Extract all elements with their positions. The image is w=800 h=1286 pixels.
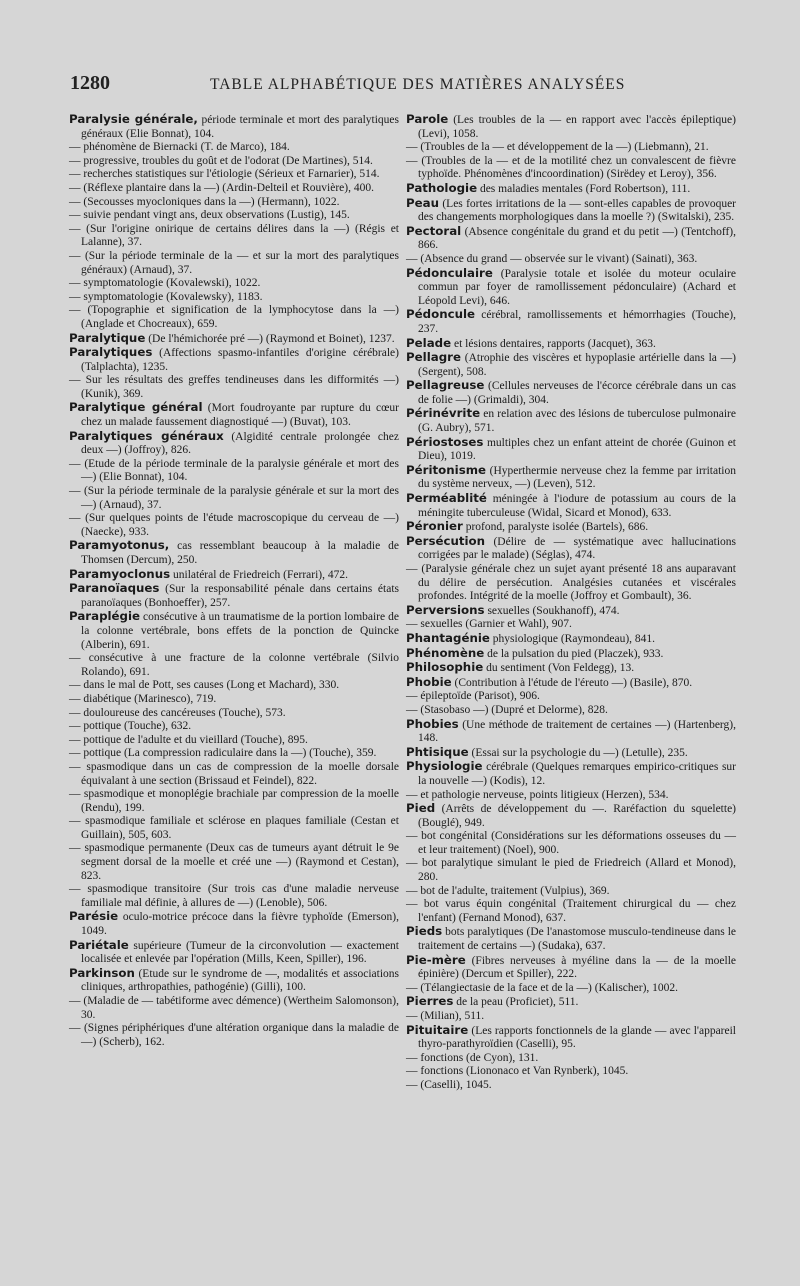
index-entry-text: bots paralytiques (De l'anastomose musculo-tendineuse dans le traitement de certains —) (Sudaka), 637. [418,926,736,953]
index-entry [69,707,399,721]
index-headword: Physiologie [406,759,483,774]
index-entry [69,401,399,429]
index-headword: Persécution [406,533,486,548]
index-entry [69,332,399,347]
index-entry-text: — (Troubles de la — et développement de la —) (Liebmann), 21. [406,141,709,154]
index-entry [69,141,399,155]
index-entry [406,1024,736,1052]
index-entry-text: (Mort foudroyante par rupture du cœur chez un malade faussement diagnostiqué —) (Buvat), 103. [81,402,399,429]
index-entry-text: — (Paralysie générale chez un sujet ayant présenté 18 ans auparavant du délire de persécution. Analgésies cutanées et viscérales profondes. Intégrité de la moelle (Joffroy et Gombault), 36. [406,563,736,603]
index-entry [69,995,399,1022]
index-entry [406,155,736,182]
index-entry [69,182,399,196]
index-entry-text: (Absence congénitale du grand et du petit —) (Tentchoff), 866. [418,225,736,252]
index-entry [69,374,399,401]
index-entry-text: (Les fortes irritations de la — sont-elles capables de provoquer des changements morphologiques dans la moelle ?) (Switalski), 235. [418,197,736,224]
index-entry [406,464,736,492]
index-headword: Phantagénie [406,630,490,645]
index-entry-text: consécutive à un traumatisme de la portion lombaire de la colonne vertébrale, bons effets de la ponction de Quincke (Alberin), 691. [81,611,399,651]
index-entry [406,141,736,155]
index-headword: Paranoïaques [69,581,160,596]
index-entry-text: — (Réflexe plantaire dans la —) (Ardin-Delteil et Rouvière), 400. [69,181,374,194]
index-entry [69,512,399,539]
index-headword: Paramyoclonus [69,566,171,581]
index-entry [406,197,736,225]
index-headword: Paralytiques [69,345,153,360]
index-entry [406,925,736,953]
index-headword: Pieds [406,924,443,939]
index-entry [69,155,399,169]
index-headword: Pie-mère [406,952,466,967]
index-entry-text: — spasmodique transitoire (Sur trois cas d'une maladie nerveuse familiale mal définie, à allures de —) (Lenoble), 506. [69,883,399,909]
index-entry-text: — bot paralytique simulant le pied de Friedreich (Allard et Monod), 280. [406,857,736,884]
index-entry-text: (Essai sur la psychologie du —) (Letulle), 235. [468,746,688,759]
index-headword: Perversions [406,602,485,617]
index-headword: Parkinson [69,965,135,980]
index-headword: Périnévrite [406,406,481,421]
index-entry [69,304,399,331]
index-headword: Phobie [406,674,452,689]
index-entry [406,760,736,788]
index-entry [406,746,736,761]
index-entry [69,196,399,210]
index-entry-text: du sentiment (Von Feldegg), 13. [483,662,635,675]
index-entry [406,995,736,1010]
index-entry [406,182,736,197]
index-entry [406,337,736,352]
index-headword: Pellagre [406,350,461,365]
index-headword: Parésie [69,909,119,924]
index-entry-text: — recherches statistiques sur l'étiologie (Sérieux et Farnarier), 514. [69,168,380,181]
index-entry [406,520,736,535]
index-headword: Pituitaire [406,1022,469,1037]
index-entry [69,734,399,748]
index-entry-text: physiologique (Raymondeau), 841. [489,632,656,645]
index-entry-text: (Etude sur le syndrome de —, modalités et associations cliniques, arthropathies, pathogénie) (Gilli), 100. [81,967,399,994]
index-headword: Parole [406,112,449,126]
index-entry [69,539,399,567]
index-entry-text: — diabétique (Marinesco), 719. [69,692,217,705]
index-entry [406,267,736,309]
index-entry-text: — bot congénital (Considérations sur les déformations osseuses du — et leur traitement) (Noel), 900. [406,830,736,856]
index-entry [406,492,736,520]
index-entry [69,291,399,305]
index-entry [406,351,736,379]
index-entry [406,789,736,803]
index-entry-text: — (Etude de la période terminale de la paralysie générale et mort des —) (Elie Bonnat), 104. [69,457,399,484]
index-entry-text: période terminale et mort des paralytiques généraux (Elie Bonnat), 104. [81,114,400,140]
index-entry [406,661,736,676]
index-entry [69,430,399,458]
index-entry-text: — (Milian), 511. [406,1010,485,1022]
index-entry [406,898,736,925]
index-headword: Pierres [406,994,454,1009]
index-entry [406,830,736,857]
index-entry-text: (Algidité centrale prolongée chez deux —) (Joffroy), 826. [81,430,399,457]
index-entry [406,1079,736,1093]
index-entry-text: cérébral, ramollissements et hémorrhagies (Touche), 237. [418,309,736,335]
index-entry-text: — spasmodique familiale et sclérose en plaques familiale (Cestan et Guillain), 505, 603. [69,815,399,841]
index-entry-text: (Contribution à l'étude de l'éreuto —) (Basile), 870. [451,676,693,689]
index-entry [69,610,399,652]
page-number: 1280 [70,72,110,94]
index-entry [69,209,399,223]
index-entry-text: — phénomène de Biernacki (T. de Marco), 184. [69,141,290,154]
index-entry-text: supérieure (Tumeur de la circonvolution — exactement localisée et enlevée par l'opération (Mills, Keen, Spiller), 196. [81,939,399,966]
index-entry-text: — (Secousses myocloniques dans la —) (Hermann), 1022. [69,195,340,208]
index-entry [406,690,736,704]
index-entry [69,747,399,761]
index-headword: Phtisique [406,744,469,759]
index-entry-text: cérébrale (Quelques remarques empirico-critiques sur la nouvelle —) (Kodis), 12. [418,761,736,787]
index-entry-text: méningée à l'iodure de potassium au cours de la méningite tuberculeuse (Widal, Sicard et Monod), 633. [418,493,736,519]
index-entry-text: (Paralysie totale et isolée du moteur oculaire commun par foyer de ramollissement pédonculaire) (Achard et Léopold Levi), 646. [418,267,736,307]
index-entry-text: (Hyperthermie nerveuse chez la femme par irritation du système nerveux, —) (Leven), 512. [418,464,736,491]
index-entry [69,113,399,141]
index-entry-text: — sexuelles (Garnier et Wahl), 907. [406,618,572,631]
index-entry-text: — (Sur quelques points de l'étude macroscopique du cerveau de —) (Naecke), 933. [69,512,399,538]
page-header [70,72,730,102]
index-entry [69,568,399,583]
index-headword: Pellagreuse [406,378,485,393]
index-entry-text: des maladies mentales (Ford Robertson), 111. [477,182,691,195]
index-headword: Pédonculaire [406,265,493,280]
index-entry [69,582,399,610]
index-entry [406,1010,736,1024]
index-entry [406,308,736,336]
index-entry [69,250,399,277]
index-entry [69,815,399,842]
index-headword: Philosophie [406,660,484,675]
index-entry [406,604,736,619]
index-entry [406,632,736,647]
index-headword: Pelade [406,335,452,350]
index-entry [406,704,736,718]
index-entry-text: — symptomatologie (Kovalewsky), 1183. [69,290,263,303]
index-entry [69,277,399,291]
index-entry-text: de la peau (Proficiet), 511. [453,996,579,1009]
running-title: TABLE ALPHABÉTIQUE DES MATIÈRES ANALYSÉES [210,76,626,93]
index-entry [69,883,399,910]
index-entry-text: — consécutive à une fracture de la colonne vertébrale (Silvio Rolando), 691. [69,652,399,678]
index-entry-text: — (Sur la période terminale de la paralysie générale et sur la mort des —) (Arnaud), 37. [69,485,399,511]
index-entry [406,982,736,996]
index-entry [69,652,399,679]
index-entry [406,885,736,899]
index-entry-text: — spasmodique dans un cas de compression de la moelle dorsale équivalant à une section (Brissaud et Feindel), 822. [69,760,399,787]
index-entry-text: — (Télangiectasie de la face et de la —) (Kalischer), 1002. [406,981,679,994]
index-entry [69,842,399,883]
index-entry [406,718,736,746]
index-entry-text: — (Maladie de — tabétiforme avec démence) (Wertheim Salomonson), 30. [69,995,399,1021]
index-entry-text: cas ressemblant beaucoup à la maladie de Thomsen (Dercum), 250. [81,540,399,566]
index-entry [69,1022,399,1049]
index-entry-text: oculo-motrice précoce dans la fièvre typhoïde (Emerson), 1049. [81,911,399,938]
index-headword: Paralysie générale, [69,112,198,126]
index-entry-text: (Les troubles de la — en rapport avec l'accès épileptique) (Levi), 1058. [418,114,736,140]
index-entry [406,618,736,632]
index-entry [406,954,736,982]
index-headword: Paralytiques généraux [69,428,224,443]
left-column [69,113,399,1049]
index-entry-text: profond, paralyste isolée (Bartels), 686. [462,521,649,534]
index-entry-text: (Fibres nerveuses à myéline dans la — de la moelle épinière) (Dercum et Spiller), 222. [418,954,736,981]
index-entry-text: — dans le mal de Pott, ses causes (Long et Machard), 330. [69,679,340,692]
index-entry-text: — bot de l'adulte, traitement (Vulpius), 369. [406,884,610,897]
index-entry [406,857,736,884]
index-entry-text: — pottique de l'adulte et du vieillard (Touche), 895. [69,733,308,746]
index-entry-text: sexuelles (Soukhanoff), 474. [484,604,620,617]
index-entry [69,761,399,788]
index-entry-text: — et pathologie nerveuse, points litigieux (Herzen), 534. [406,788,669,801]
index-entry [69,939,399,967]
index-entry [406,563,736,604]
index-entry-text: — (Troubles de la — et de la motilité chez un convalescent de fièvre typhoïde. Phénomènes d'incoordination) (Sirëdey et Leroy), 356. [406,154,736,181]
index-entry-text: — Sur les résultats des greffes tendineuses dans les difformités —) (Kunik), 369. [69,374,399,400]
index-entry-text: — spasmodique et monoplégie brachiale par compression de la moelle (Rendu), 199. [69,788,399,814]
index-entry [406,647,736,662]
index-entry [69,720,399,734]
index-headword: Peau [406,195,440,210]
index-entry-text: — bot varus équin congénital (Traitement chirurgical du — chez l'enfant) (Fernand Monod), 637. [406,898,736,924]
index-entry [69,485,399,512]
index-entry-text: (Une méthode de traitement de certaines —) (Hartenberg), 148. [418,718,736,745]
index-entry [406,407,736,435]
index-entry-text: — (Topographie et signification de la lymphocytose dans la —) (Anglade et Chocreaux), 659. [69,304,399,330]
index-entry [69,223,399,250]
index-entry-text: de la pulsation du pied (Placzek), 933. [484,647,664,660]
index-entry-text: (Arrêts de développement du —. Raréfaction du squelette) (Bouglé), 949. [418,803,736,829]
index-entry-text: (Délire de — systématique avec hallucinations corrigées par le malade) (Séglas), 474. [418,535,736,562]
index-entry [69,458,399,485]
index-headword: Périostoses [406,434,484,449]
index-entry [69,693,399,707]
index-headword: Péronier [406,519,463,534]
index-entry-text: en relation avec des lésions de tuberculose pulmonaire (G. Aubry), 571. [418,408,736,435]
index-entry-text: — douloureuse des cancéreuses (Touche), 573. [69,706,286,719]
index-entry-text: — progressive, troubles du goût et de l'odorat (De Martines), 514. [69,154,373,167]
index-entry [69,346,399,374]
index-headword: Pédoncule [406,307,476,322]
index-headword: Paralytique [69,330,146,345]
index-headword: Paramyotonus, [69,538,170,553]
index-entry [69,967,399,995]
index-headword: Perméablité [406,491,487,506]
index-entry-text: — (Caselli), 1045. [406,1078,492,1091]
index-entry-text: (Sur la responsabilité pénale dans certains états paranoïaques (Bonhoeffer), 257. [81,583,399,609]
index-entry-text: — pottique (Touche), 632. [69,720,192,733]
index-entry [69,910,399,938]
index-entry-text: — fonctions (Liononaco et Van Rynberk), 1045. [406,1065,629,1078]
index-entry-text: — pottique (La compression radiculaire dans la —) (Touche), 359. [69,747,377,760]
index-entry [406,253,736,267]
index-entry [69,679,399,693]
index-entry-text: (Cellules nerveuses de l'écorce cérébrale dans un cas de folie —) (Grimaldi), 304. [418,380,736,406]
index-entry [69,168,399,182]
index-entry-text: — (Sur l'origine onirique de certains délires dans la —) (Régis et Lalanne), 37. [69,222,399,249]
index-entry-text: (De l'hémichorée pré —) (Raymond et Boinet), 1237. [145,332,395,345]
index-entry [406,535,736,563]
index-entry [406,802,736,830]
right-column [406,113,736,1093]
index-entry-text: unilatéral de Friedreich (Ferrari), 472. [170,568,348,581]
index-headword: Péritonisme [406,462,487,477]
index-headword: Paraplégie [69,609,141,624]
index-entry-text: — (Sur la période terminale de la — et sur la mort des paralytiques généraux) (Arnaud), 37. [69,249,399,276]
index-headword: Phénomène [406,645,485,660]
index-headword: Phobies [406,716,459,731]
index-headword: Pied [406,801,436,816]
index-entry [406,225,736,253]
index-entry-text: — fonctions (de Cyon), 131. [406,1051,539,1064]
index-entry-text: — (Stasobaso —) (Dupré et Delorme), 828. [406,703,608,716]
index-entry [406,113,736,141]
index-entry-text: — symptomatologie (Kovalewski), 1022. [69,277,261,290]
index-headword: Pectoral [406,223,462,238]
index-headword: Pathologie [406,180,478,195]
index-entry-text: (Affections spasmo-infantiles d'origine cérébrale) (Talplachta), 1235. [81,347,399,373]
index-entry-text: — suivie pendant vingt ans, deux observations (Lustig), 145. [69,209,350,222]
index-entry-text: — (Signes périphériques d'une altération organique dans la maladie de —) (Scherb), 162. [69,1022,399,1048]
index-entry [406,1052,736,1066]
index-entry-text: et lésions dentaires, rapports (Jacquet), 363. [451,337,656,350]
index-entry-text: multiples chez un enfant atteint de chorée (Guinon et Dieu), 1019. [418,436,736,463]
index-entry [406,379,736,407]
index-entry-text: — (Absence du grand — observée sur le vivant) (Sainati), 363. [406,252,698,265]
index-entry [406,676,736,691]
index-entry [69,788,399,815]
index-entry [406,1065,736,1079]
index-headword: Paralytique général [69,400,203,415]
index-entry-text: (Atrophie des viscères et hypoplasie artérielle dans la —) (Sergent), 508. [418,352,736,378]
index-entry-text: — épileptoïde (Parisot), 906. [406,690,540,703]
index-entry-text: — spasmodique permanente (Deux cas de tumeurs ayant détruit le 9e segment dorsal de la moelle et créé une —) (Raymond et Cestan), 823. [69,842,399,882]
index-headword: Pariétale [69,937,129,952]
index-entry [406,436,736,464]
index-entry-text: (Les rapports fonctionnels de la glande — avec l'appareil thyro-parathyroïdien (Caselli), 95. [418,1024,736,1051]
